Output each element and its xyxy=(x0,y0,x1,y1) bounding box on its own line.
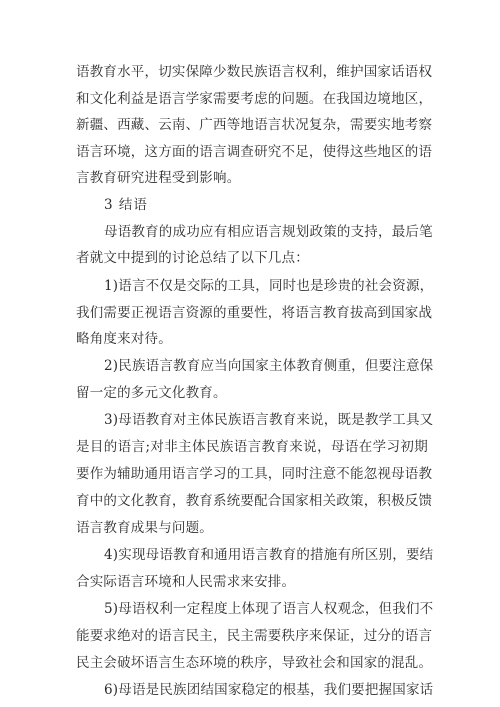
point-5-line-2: 能要求绝对的语言民主，民主需要秩序来保证，过分的语言 xyxy=(76,628,433,644)
point-4-line-1: 4)实现母语教育和通用语言教育的措施有所区别，要结 xyxy=(104,547,434,563)
point-5-line-3: 民主会破坏语言生态环境的秩序，导致社会和国家的混乱。 xyxy=(76,655,433,671)
paragraph-1-line-1: 语教育水平，切实保障少数民族语言权利，维护国家话语权 xyxy=(76,64,433,80)
point-1-line-1: 1)语言不仅是交际的工具，同时也是珍贵的社会资源， xyxy=(104,278,434,294)
point-3-line-3: 要作为辅助通用语言学习的工具，同时注意不能忽视母语教 xyxy=(76,466,433,482)
point-3-line-4: 育中的文化教育，教育系统要配合国家相关政策，积极反馈 xyxy=(76,493,433,509)
point-5-line-1: 5)母语权利一定程度上体现了语言人权观念，但我们不 xyxy=(104,601,434,617)
paragraph-1-line-4: 语言环境，这方面的语言调查研究不足，使得这些地区的语 xyxy=(76,144,433,160)
point-1-line-2: 我们需要正视语言资源的重要性，将语言教育拔高到国家战 xyxy=(76,305,433,321)
point-2-line-2: 留一定的多元文化教育。 xyxy=(76,385,227,401)
paragraph-1-line-3: 新疆、西藏、云南、广西等地语言状况复杂，需要实地考察 xyxy=(76,117,433,133)
point-2-line-1: 2)民族语言教育应当向国家主体教育侧重，但要注意保 xyxy=(104,358,434,374)
section-heading: 3 结语 xyxy=(104,197,148,213)
point-3-line-1: 3)母语教育对主体民族语言教育来说，既是教学工具又 xyxy=(104,412,434,428)
point-3-line-2: 是目的语言;对非主体民族语言教育来说，母语在学习初期 xyxy=(76,439,428,455)
paragraph-2-line-1: 母语教育的成功应有相应语言规划政策的支持，最后笔 xyxy=(104,224,433,240)
paragraph-1-line-2: 和文化利益是语言学家需要考虑的问题。在我国边境地区， xyxy=(76,91,433,107)
point-1-line-3: 略角度来对待。 xyxy=(76,331,172,347)
point-3-line-5: 语言教育成果与问题。 xyxy=(76,520,213,536)
point-6-line-1: 6)母语是民族团结国家稳定的根基，我们要把握国家话 xyxy=(104,682,434,698)
paragraph-1-line-5: 言教育研究进程受到影响。 xyxy=(76,170,241,186)
point-4-line-2: 合实际语言环境和人民需求来安排。 xyxy=(76,574,296,590)
paragraph-2-line-2: 者就文中提到的讨论总结了以下几点： xyxy=(76,250,309,266)
